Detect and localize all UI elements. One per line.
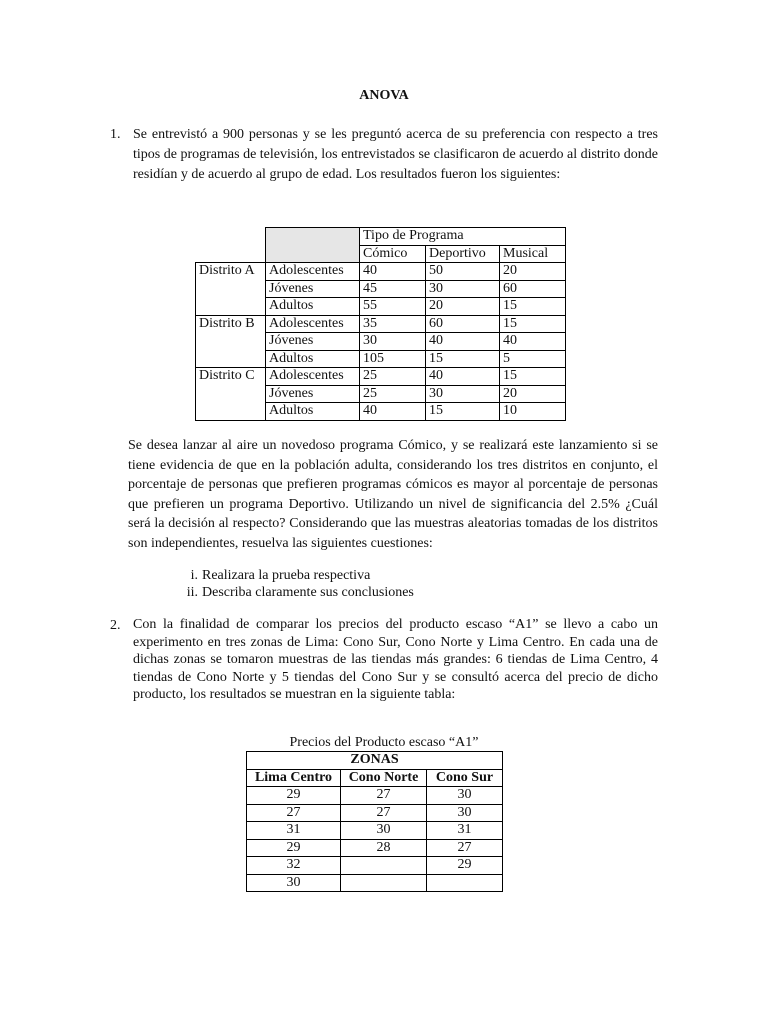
zones-header: ZONAS [247,752,503,770]
price-cell: 28 [341,839,427,857]
value-cell: 50 [426,263,500,281]
age-group-cell: Adolescentes [266,315,360,333]
age-group-cell: Adolescentes [266,263,360,281]
age-group-cell: Jóvenes [266,333,360,351]
value-cell: 15 [500,298,566,316]
table-row [247,857,503,875]
price-cell [341,857,427,875]
age-group-cell: Adultos [266,350,360,368]
price-cell: 30 [427,804,503,822]
price-cell: 27 [341,804,427,822]
value-cell: 20 [426,298,500,316]
value-cell: 55 [360,298,426,316]
price-cell: 27 [427,839,503,857]
table-row [247,839,503,857]
value-cell: 60 [426,315,500,333]
district-cell: Distrito C [196,368,266,421]
price-cell [341,874,427,892]
table-row [196,263,566,281]
price-cell: 29 [247,839,341,857]
table-column-row [196,245,566,263]
column-header: Deportivo [426,245,500,263]
column-header: Lima Centro [247,769,341,787]
table-column-row [247,769,503,787]
table-row [196,315,566,333]
district-cell: Distrito A [196,263,266,316]
value-cell: 25 [360,385,426,403]
price-cell: 27 [341,787,427,805]
value-cell: 40 [360,403,426,421]
price-cell: 30 [247,874,341,892]
value-cell: 30 [360,333,426,351]
program-type-header: Tipo de Programa [360,228,566,246]
value-cell: 30 [426,280,500,298]
value-cell: 20 [500,385,566,403]
price-cell: 31 [247,822,341,840]
age-group-cell: Jóvenes [266,385,360,403]
column-header: Musical [500,245,566,263]
document-title: ANOVA [359,88,409,103]
value-cell: 15 [500,315,566,333]
q1-body: Se desea lanzar al aire un novedoso programa Cómico, y se realizará este lanzamiento si se tiene evidencia de que en la población adulta, considerando los tres distritos en conjunto, el porcentaje de personas que prefieren programas cómicos es mayor al porcentaje de personas que prefieren un programa Deportivo. Utilizando un nivel de significancia del 2.5% ¿Cuál será la decisión al respecto? Considerando que las muestras aleatorias tomadas de los distritos son independientes, resuelva las siguientes cuestiones: [128,438,658,551]
q2-intro: Con la finalidad de comparar los precios del producto escaso “A1” se llevo a cabo un experimento en tres zonas de Lima: Cono Sur, Cono Norte y Lima Centro. En cada una de dichas zonas se tomaron muestras de las tiendas más grandes: 6 tiendas de Lima Centro, 4 tiendas de Cono Norte y 5 tiendas del Cono Sur y se consultó acerca del precio de dicho producto, los resultados se muestran en la siguiente tabla: [133,617,658,702]
q1-number: 1. [110,127,121,142]
price-table [246,751,503,892]
column-header: Cono Norte [341,769,427,787]
table-row [247,874,503,892]
district-cell: Distrito B [196,315,266,368]
subitem-text: Describa claramente sus conclusiones [202,585,414,600]
price-cell: 32 [247,857,341,875]
value-cell: 10 [500,403,566,421]
table-row [247,787,503,805]
column-header: Cono Sur [427,769,503,787]
table-header-row [247,752,503,770]
value-cell: 40 [360,263,426,281]
value-cell: 105 [360,350,426,368]
age-group-cell: Adultos [266,298,360,316]
price-cell [427,874,503,892]
value-cell: 20 [500,263,566,281]
q2-number: 2. [110,618,121,633]
price-cell: 27 [247,804,341,822]
age-group-cell: Adultos [266,403,360,421]
price-cell: 29 [247,787,341,805]
age-group-cell: Adolescentes [266,368,360,386]
table-row [247,804,503,822]
column-header: Cómico [360,245,426,263]
subitem-text: Realizara la prueba respectiva [202,568,371,583]
value-cell: 15 [426,350,500,368]
table-row [247,822,503,840]
value-cell: 35 [360,315,426,333]
subitem-label: ii. [186,585,198,600]
value-cell: 40 [426,368,500,386]
table-header-row [196,228,566,246]
price-cell: 30 [341,822,427,840]
price-cell: 29 [427,857,503,875]
price-cell: 31 [427,822,503,840]
value-cell: 15 [500,368,566,386]
table-row [196,368,566,386]
value-cell: 40 [500,333,566,351]
value-cell: 40 [426,333,500,351]
subitem-label: i. [190,568,198,583]
program-preference-table [195,227,566,421]
value-cell: 5 [500,350,566,368]
value-cell: 25 [360,368,426,386]
value-cell: 45 [360,280,426,298]
value-cell: 30 [426,385,500,403]
price-cell: 30 [427,787,503,805]
age-group-cell: Jóvenes [266,280,360,298]
value-cell: 15 [426,403,500,421]
q1-intro: Se entrevistó a 900 personas y se les preguntó acerca de su preferencia con respecto a tres tipos de programas de televisión, los entrevistados se clasificaron de acuerdo al distrito donde residían y de acuerdo al grupo de edad. Los resultados fueron los siguientes: [133,127,658,182]
price-table-caption: Precios del Producto escaso “A1” [289,735,479,750]
value-cell: 60 [500,280,566,298]
